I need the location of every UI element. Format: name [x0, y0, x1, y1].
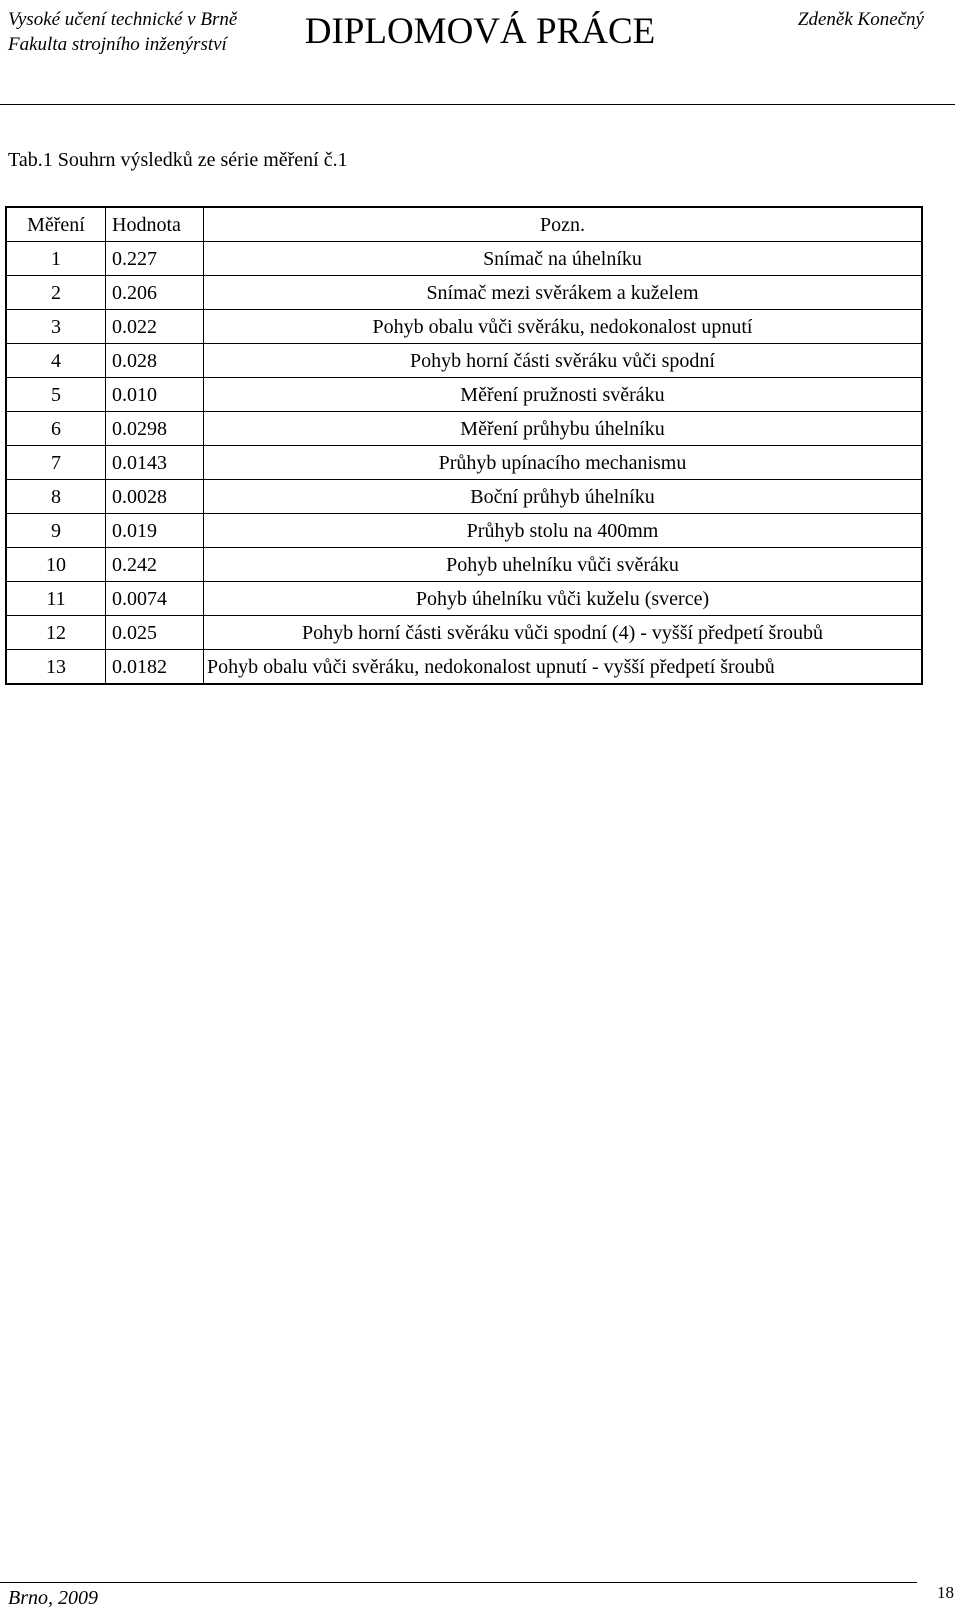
- table-row: [6, 242, 922, 276]
- footer-divider: [0, 1582, 917, 1583]
- results-table: [5, 206, 923, 685]
- cell-measurement: 10: [6, 548, 106, 582]
- cell-measurement: 5: [6, 378, 106, 412]
- table-row: [6, 276, 922, 310]
- cell-value: 0.0298: [106, 412, 204, 446]
- cell-note: Pohyb horní části svěráku vůči spodní: [204, 344, 923, 378]
- cell-value: 0.028: [106, 344, 204, 378]
- table-row: [6, 344, 922, 378]
- header-divider: [0, 104, 955, 105]
- cell-measurement: 13: [6, 650, 106, 685]
- cell-note: Pohyb obalu vůči svěráku, nedokonalost upnutí - vyšší předpetí šroubů: [204, 650, 923, 685]
- table-row: [6, 378, 922, 412]
- table-row: [6, 310, 922, 344]
- cell-measurement: 9: [6, 514, 106, 548]
- cell-measurement: 8: [6, 480, 106, 514]
- page-number: 18: [937, 1583, 954, 1602]
- footer-place-year: Brno, 2009: [8, 1587, 98, 1609]
- cell-value: 0.206: [106, 276, 204, 310]
- cell-note: Měření pružnosti svěráku: [204, 378, 923, 412]
- cell-measurement: 7: [6, 446, 106, 480]
- cell-value: 0.0028: [106, 480, 204, 514]
- cell-note: Měření průhybu úhelníku: [204, 412, 923, 446]
- header-university: Vysoké učení technické v Brně: [8, 9, 238, 30]
- cell-value: 0.227: [106, 242, 204, 276]
- table-row: [6, 650, 922, 685]
- table-row: [6, 616, 922, 650]
- column-header-note: Pozn.: [204, 207, 923, 242]
- cell-note: Průhyb upínacího mechanismu: [204, 446, 923, 480]
- header-faculty: Fakulta strojního inženýrství: [8, 34, 227, 55]
- header-title: DIPLOMOVÁ PRÁCE: [304, 11, 656, 52]
- cell-value: 0.022: [106, 310, 204, 344]
- cell-value: 0.0143: [106, 446, 204, 480]
- cell-note: Snímač mezi svěrákem a kuželem: [204, 276, 923, 310]
- table-row: [6, 446, 922, 480]
- column-header-measurement: Měření: [6, 207, 106, 242]
- cell-value: 0.025: [106, 616, 204, 650]
- cell-measurement: 3: [6, 310, 106, 344]
- cell-note: Pohyb úhelníku vůči kuželu (sverce): [204, 582, 923, 616]
- cell-measurement: 2: [6, 276, 106, 310]
- table-row: [6, 548, 922, 582]
- cell-note: Pohyb uhelníku vůči svěráku: [204, 548, 923, 582]
- cell-measurement: 6: [6, 412, 106, 446]
- cell-measurement: 4: [6, 344, 106, 378]
- cell-measurement: 12: [6, 616, 106, 650]
- table-row: [6, 582, 922, 616]
- table-caption: Tab.1 Souhrn výsledků ze série měření č.1: [8, 149, 348, 171]
- header-author: Zdeněk Konečný: [797, 9, 924, 30]
- table-row: [6, 480, 922, 514]
- column-header-value: Hodnota: [106, 207, 204, 242]
- cell-note: Boční průhyb úhelníku: [204, 480, 923, 514]
- cell-value: 0.242: [106, 548, 204, 582]
- cell-note: Snímač na úhelníku: [204, 242, 923, 276]
- table-row: [6, 412, 922, 446]
- table-header-row: [6, 207, 922, 242]
- cell-note: Pohyb obalu vůči svěráku, nedokonalost upnutí: [204, 310, 923, 344]
- cell-measurement: 1: [6, 242, 106, 276]
- cell-note: Pohyb horní části svěráku vůči spodní (4) - vyšší předpetí šroubů: [204, 616, 923, 650]
- cell-note: Průhyb stolu na 400mm: [204, 514, 923, 548]
- cell-value: 0.0182: [106, 650, 204, 685]
- cell-measurement: 11: [6, 582, 106, 616]
- cell-value: 0.010: [106, 378, 204, 412]
- cell-value: 0.019: [106, 514, 204, 548]
- table-row: [6, 514, 922, 548]
- cell-value: 0.0074: [106, 582, 204, 616]
